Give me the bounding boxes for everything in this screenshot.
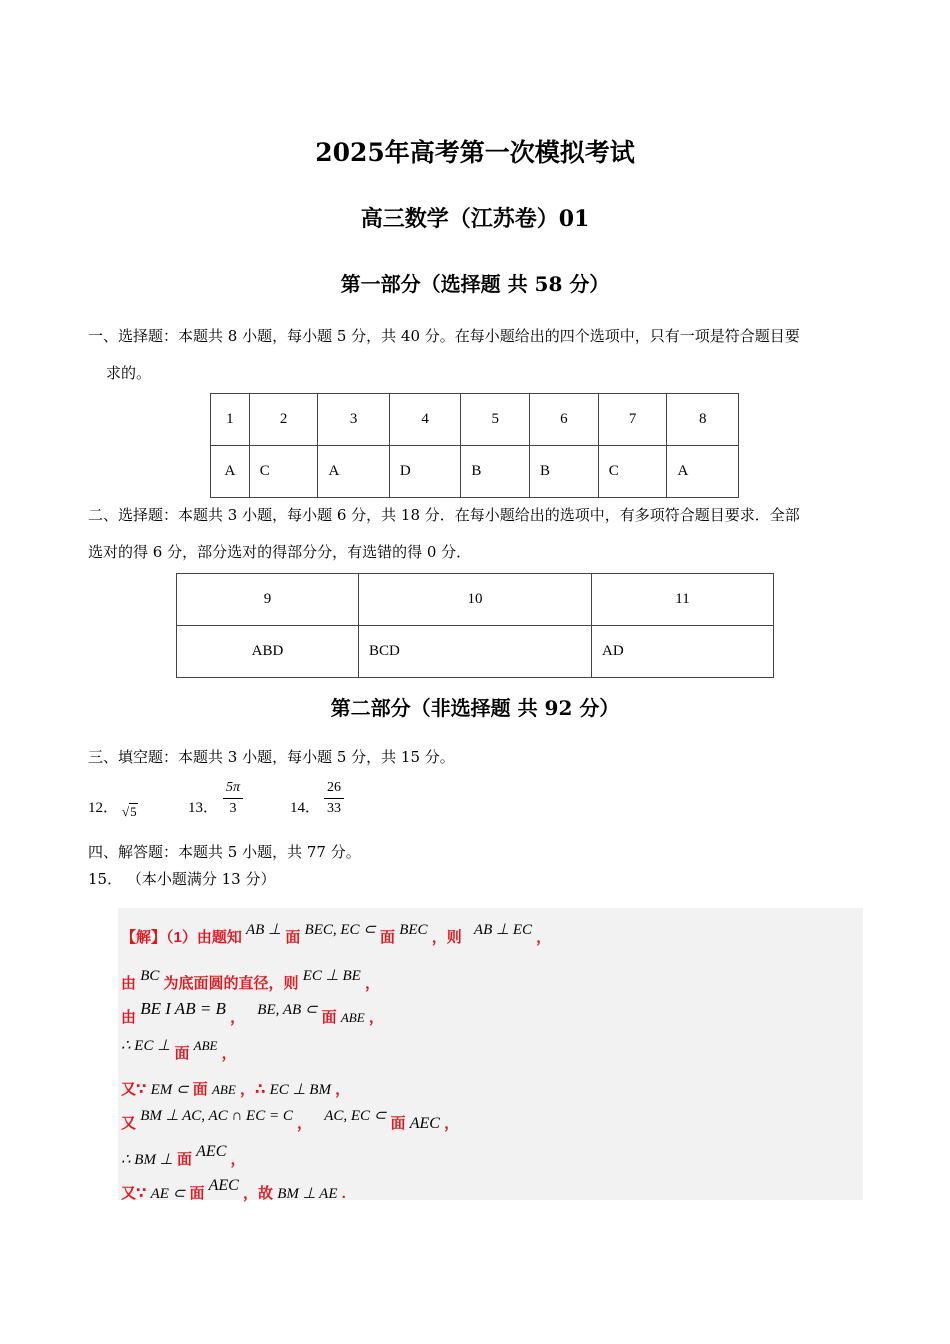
table-row-answers (211, 446, 739, 498)
q13-answer (223, 780, 243, 817)
solution-text: ，则 (431, 929, 462, 946)
table-cell: 4 (389, 394, 460, 446)
section1-instructions (88, 318, 868, 392)
solution-block (118, 908, 863, 1200)
answer-table-1 (210, 393, 739, 498)
math-text: BM ⊥ AC, AC ∩ EC = C (140, 1108, 293, 1124)
table-cell: 9 (177, 574, 359, 626)
plane-label: 面 (285, 929, 301, 946)
solution-line-4 (121, 1038, 237, 1063)
table-cell: 10 (358, 574, 591, 626)
table-cell: 5 (461, 394, 530, 446)
solution-text: ， (230, 1151, 246, 1168)
math-text: BEC, EC ⊂ (304, 922, 376, 938)
table-cell: C (249, 446, 318, 498)
q12-label: 12． (88, 800, 119, 816)
solution-text: 又∵ (121, 1081, 147, 1098)
plane-label: 面 (390, 1115, 406, 1132)
solution-line-8 (121, 1177, 346, 1203)
q13-numerator: 5π (223, 780, 243, 799)
plane-label: 面 (192, 1081, 208, 1098)
solution-line-1 (121, 922, 552, 947)
math-text: EC ⊥ BM (269, 1082, 331, 1098)
q14-numerator: 26 (324, 780, 344, 799)
plane-label: 面 (380, 929, 396, 946)
math-text: ABE (193, 1038, 218, 1053)
table-cell: 1 (211, 394, 250, 446)
table-cell: BCD (358, 626, 591, 678)
section1-line1: 一、选择题：本题共 8 小题，每小题 5 分，共 40 分。在每小题给出的四个选项中，只有一项是符合题目要 (88, 327, 800, 345)
solution-text: ， (297, 1115, 313, 1132)
section4-instructions: 四、解答题：本题共 5 小题，共 77 分。 (88, 843, 361, 861)
solution-text: 为底面圆的直径，则 (163, 975, 299, 992)
q14-denominator: 33 (327, 801, 341, 816)
q14-answer (324, 780, 344, 817)
math-text: BE I AB = B (140, 999, 226, 1018)
math-text: ∴ EC ⊥ (121, 1038, 171, 1054)
q13-denominator: 3 (229, 801, 237, 816)
table-cell: D (389, 446, 460, 498)
q14-label: 14． (290, 800, 321, 816)
table-cell: C (598, 446, 667, 498)
table-cell: AD (592, 626, 774, 678)
section2-line1: 二、选择题：本题共 3 小题，每小题 6 分，共 18 分．在每小题给出的选项中，有多项符合题目要求．全部 (88, 506, 800, 524)
math-text: AEC (196, 1143, 227, 1160)
table-row-answers (177, 626, 774, 678)
exam-subtitle: 高三数学（江苏卷）01 (360, 206, 590, 232)
math-text: EC ⊥ BE (302, 968, 361, 984)
math-text: ABE (211, 1082, 236, 1097)
table-cell: A (667, 446, 739, 498)
solution-text: 又∵ (121, 1185, 147, 1202)
solution-text: ，故 (243, 1185, 274, 1202)
solution-text: ， (230, 1009, 246, 1026)
q12-answer: √5 (122, 804, 137, 819)
math-text: AE ⊂ (150, 1186, 186, 1202)
table-cell: 3 (318, 394, 389, 446)
q13-label: 13． (188, 800, 219, 816)
solution-text: ， (364, 975, 380, 992)
answer-table-2 (176, 573, 774, 678)
q15-header: 15． （本小题满分 13 分） (88, 870, 276, 888)
solution-line-3 (121, 999, 384, 1027)
math-text: BC (140, 968, 160, 984)
table-cell: 8 (667, 394, 739, 446)
solution-line-5 (121, 1078, 350, 1099)
solution-text: 又 (121, 1115, 137, 1132)
table-cell: 2 (249, 394, 318, 446)
math-text: ∴ BM ⊥ (121, 1152, 173, 1168)
section2-line2: 选对的得 6 分，部分选对的得部分分，有选错的得 0 分． (88, 543, 472, 561)
solution-text: . (341, 1185, 346, 1202)
math-text: ABE (340, 1010, 365, 1025)
section1-line2: 求的。 (106, 364, 152, 382)
solution-text: 由 (121, 975, 137, 992)
solution-text: ， (536, 929, 552, 946)
part2-heading: 第二部分（非选择题 共 92 分） (330, 696, 620, 720)
plane-label: 面 (321, 1009, 337, 1026)
section3-instructions: 三、填空题：本题共 3 小题，每小题 5 分，共 15 分。 (88, 748, 455, 766)
math-text: AB ⊥ EC (473, 922, 532, 938)
part1-heading: 第一部分（选择题 共 58 分） (340, 272, 610, 296)
table-cell: 7 (598, 394, 667, 446)
solution-text: ， (335, 1081, 351, 1098)
math-text: BEC (399, 922, 428, 938)
solution-text: ，∴ (239, 1081, 266, 1098)
q12-radicand: 5 (130, 804, 137, 819)
plane-label: 面 (189, 1185, 205, 1202)
math-text: EM ⊂ (150, 1082, 189, 1098)
math-text: AEC (208, 1177, 239, 1194)
table-cell: B (461, 446, 530, 498)
exam-title: 2025年高考第一次模拟考试 (315, 138, 635, 167)
math-text: AB ⊥ (246, 922, 282, 938)
table-row-numbers (211, 394, 739, 446)
plane-label: 面 (176, 1151, 192, 1168)
math-text: BM ⊥ AE (277, 1186, 338, 1202)
table-cell: ABD (177, 626, 359, 678)
plane-label: 面 (174, 1045, 190, 1062)
table-cell: B (530, 446, 599, 498)
table-cell: 11 (592, 574, 774, 626)
math-text: AEC (409, 1115, 440, 1132)
math-text: BE, AB ⊂ (257, 1002, 318, 1018)
solution-line-2 (121, 968, 380, 993)
solution-line-6 (121, 1108, 460, 1133)
table-cell: A (318, 446, 389, 498)
section2-instructions (88, 497, 868, 571)
table-row-numbers (177, 574, 774, 626)
solution-line-7 (121, 1143, 246, 1169)
solution-text: 由 (121, 1009, 137, 1026)
solution-text: ， (444, 1115, 460, 1132)
table-cell: 6 (530, 394, 599, 446)
solution-text: ， (368, 1009, 384, 1026)
math-text: AC, EC ⊂ (324, 1108, 387, 1124)
solution-text: ， (221, 1045, 237, 1062)
table-cell: A (211, 446, 250, 498)
solution-label: 【解】（1）由题知 (121, 929, 242, 946)
